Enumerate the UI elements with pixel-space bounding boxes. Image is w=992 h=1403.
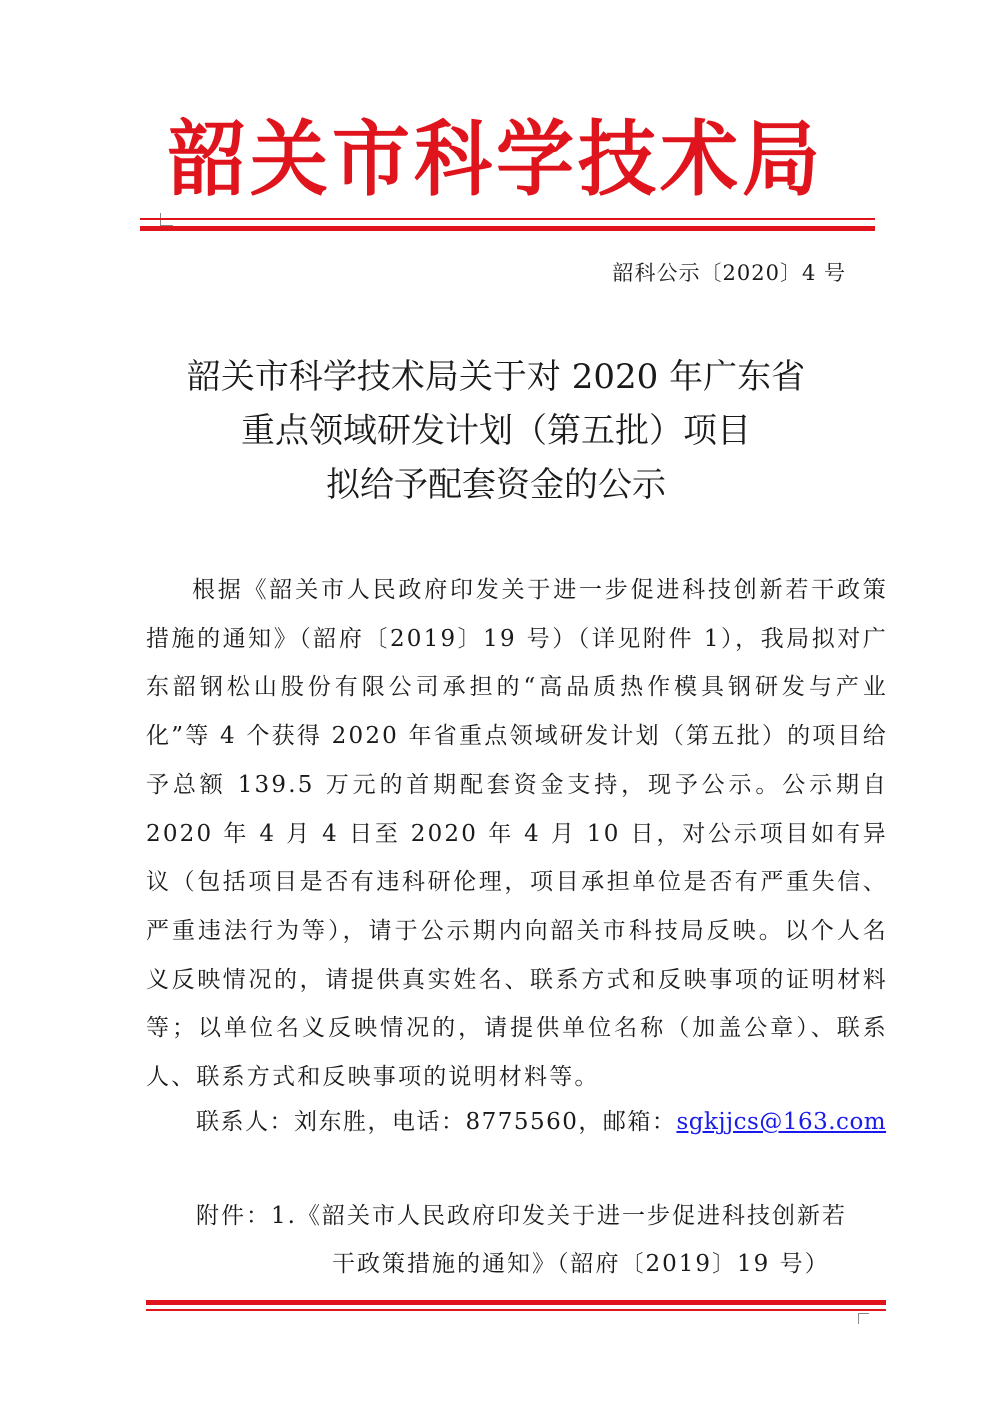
letterhead-rule-thin [140, 218, 875, 220]
crop-mark-bottom-right [858, 1313, 869, 1324]
document-number: 韶科公示〔2020〕4 号 [612, 261, 846, 285]
title-line-2: 重点领域研发计划（第五批）项目 [241, 411, 751, 451]
footer-rule-thin [146, 1309, 886, 1311]
body-paragraph: 根据《韶关市人民政府印发关于进一步促进科技创新若干政策措施的通知》（韶府〔2019〕19 号）（详见附件 1），我局拟对广东韶钢松山股份有限公司承担的“高品质热作模具钢研发与产业化”等 4 个获得 2020 年省重点领域研发计划（第五批）的项目给予总额 139.5 万元的首期配套资金支持，现予公示。公示期自 2020 年 4 月 4 日至 2020 年 4 月 10 日，对公示项目如有异议（包括项目是否有违科研伦理，项目承担单位是否有严重失信、严重违法行为等），请于公示期内向韶关市科技局反映。以个人名义反映情况的，请提供真实姓名、联系方式和反映事项的证明材料等；以单位名义反映情况的，请提供单位名称（加盖公章）、联系人、联系方式和反映事项的说明材料等。 [146, 577, 888, 1091]
document-title [100, 350, 892, 512]
body-text [146, 566, 888, 1102]
letterhead-rule-thick [140, 226, 875, 231]
title-line-1: 韶关市科学技术局关于对 2020 年广东省 [186, 357, 806, 397]
attachment-line-1: 附件：1.《韶关市人民政府印发关于进一步促进科技创新若 [196, 1203, 847, 1229]
letterhead-org-name: 韶关市科学技术局 [167, 112, 824, 208]
attachment-block [196, 1192, 847, 1288]
title-line-3: 拟给予配套资金的公示 [326, 465, 666, 505]
email-link[interactable]: sgkjjcs@163.com [676, 1109, 887, 1135]
attachment-line-2: 干政策措施的通知》（韶府〔2019〕19 号） [332, 1251, 830, 1277]
contact-prefix: 联系人：刘东胜，电话：8775560，邮箱： [196, 1109, 677, 1135]
contact-line [196, 1098, 886, 1146]
footer-rule-thick [146, 1300, 886, 1305]
